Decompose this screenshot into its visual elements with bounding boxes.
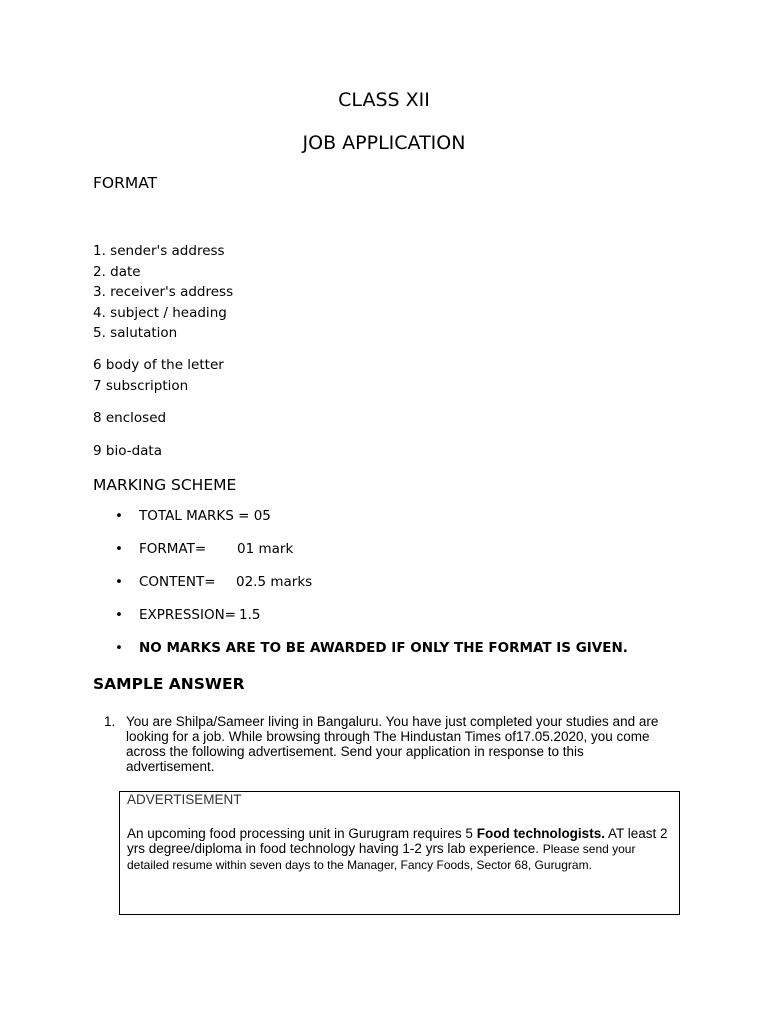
list-item: 7 subscription [93,377,189,394]
advertisement-title: ADVERTISEMENT [127,792,242,807]
question-number: 1. [104,714,116,729]
list-item: 9 bio-data [93,443,162,459]
marking-value: 02.5 marks [236,574,313,590]
document-title: JOB APPLICATION [302,132,466,154]
bullet-icon: • [115,607,123,623]
format-list [93,355,224,396]
format-list [93,441,162,462]
list-item: 5. salutation [93,325,178,341]
list-item: 2. date [93,263,141,280]
format-list [93,241,233,344]
bullet-icon: • [115,508,123,524]
advertisement-box [119,791,680,915]
list-item: 6 body of the letter [93,357,224,373]
list-item: 3. receiver's address [93,284,234,300]
bullet-icon: • [115,574,123,590]
marking-value: 01 mark [237,541,294,557]
format-list [93,408,166,429]
format-heading: FORMAT [93,174,158,192]
marking-label: CONTENT= [139,574,216,590]
list-item: 4. subject / heading [93,304,227,321]
marking-label: FORMAT= [139,541,207,557]
marking-label: TOTAL MARKS = 05 [139,508,271,524]
advertisement-text: An upcoming food processing unit in Gurugram requires 5 [127,826,477,841]
bullet-icon: • [115,541,123,557]
marking-scheme-heading: MARKING SCHEME [93,476,237,494]
advertisement-small-text: Please send your detailed resume within seven days to the Manager, Fancy Foods, Sector 68, Gurugram. [127,842,636,872]
list-item: 8 enclosed [93,410,167,426]
marking-note: NO MARKS ARE TO BE AWARDED IF ONLY THE FORMAT IS GIVEN. [139,640,628,656]
question-text: You are Shilpa/Sameer living in Bangaluru. You have just completed your studies and are looking for a job. While browsing through The Hindustan Times of17.05.2020, you come across the following advertisement. Send your application in response to this advertisement. [126,714,659,774]
marking-value: 1.5 [239,607,261,623]
advertisement-body [127,826,675,873]
bullet-icon: • [115,640,123,656]
class-title: CLASS XII [338,89,430,111]
advertisement-text: AT least 2 yrs degree/diploma in food technology having 1-2 yrs lab experience. [127,826,668,856]
sample-answer-heading: SAMPLE ANSWER [93,675,245,693]
advertisement-bold-text: Food technologists. [476,826,605,841]
marking-label: EXPRESSION= [139,607,236,623]
list-item: 1. sender's address [93,243,225,259]
